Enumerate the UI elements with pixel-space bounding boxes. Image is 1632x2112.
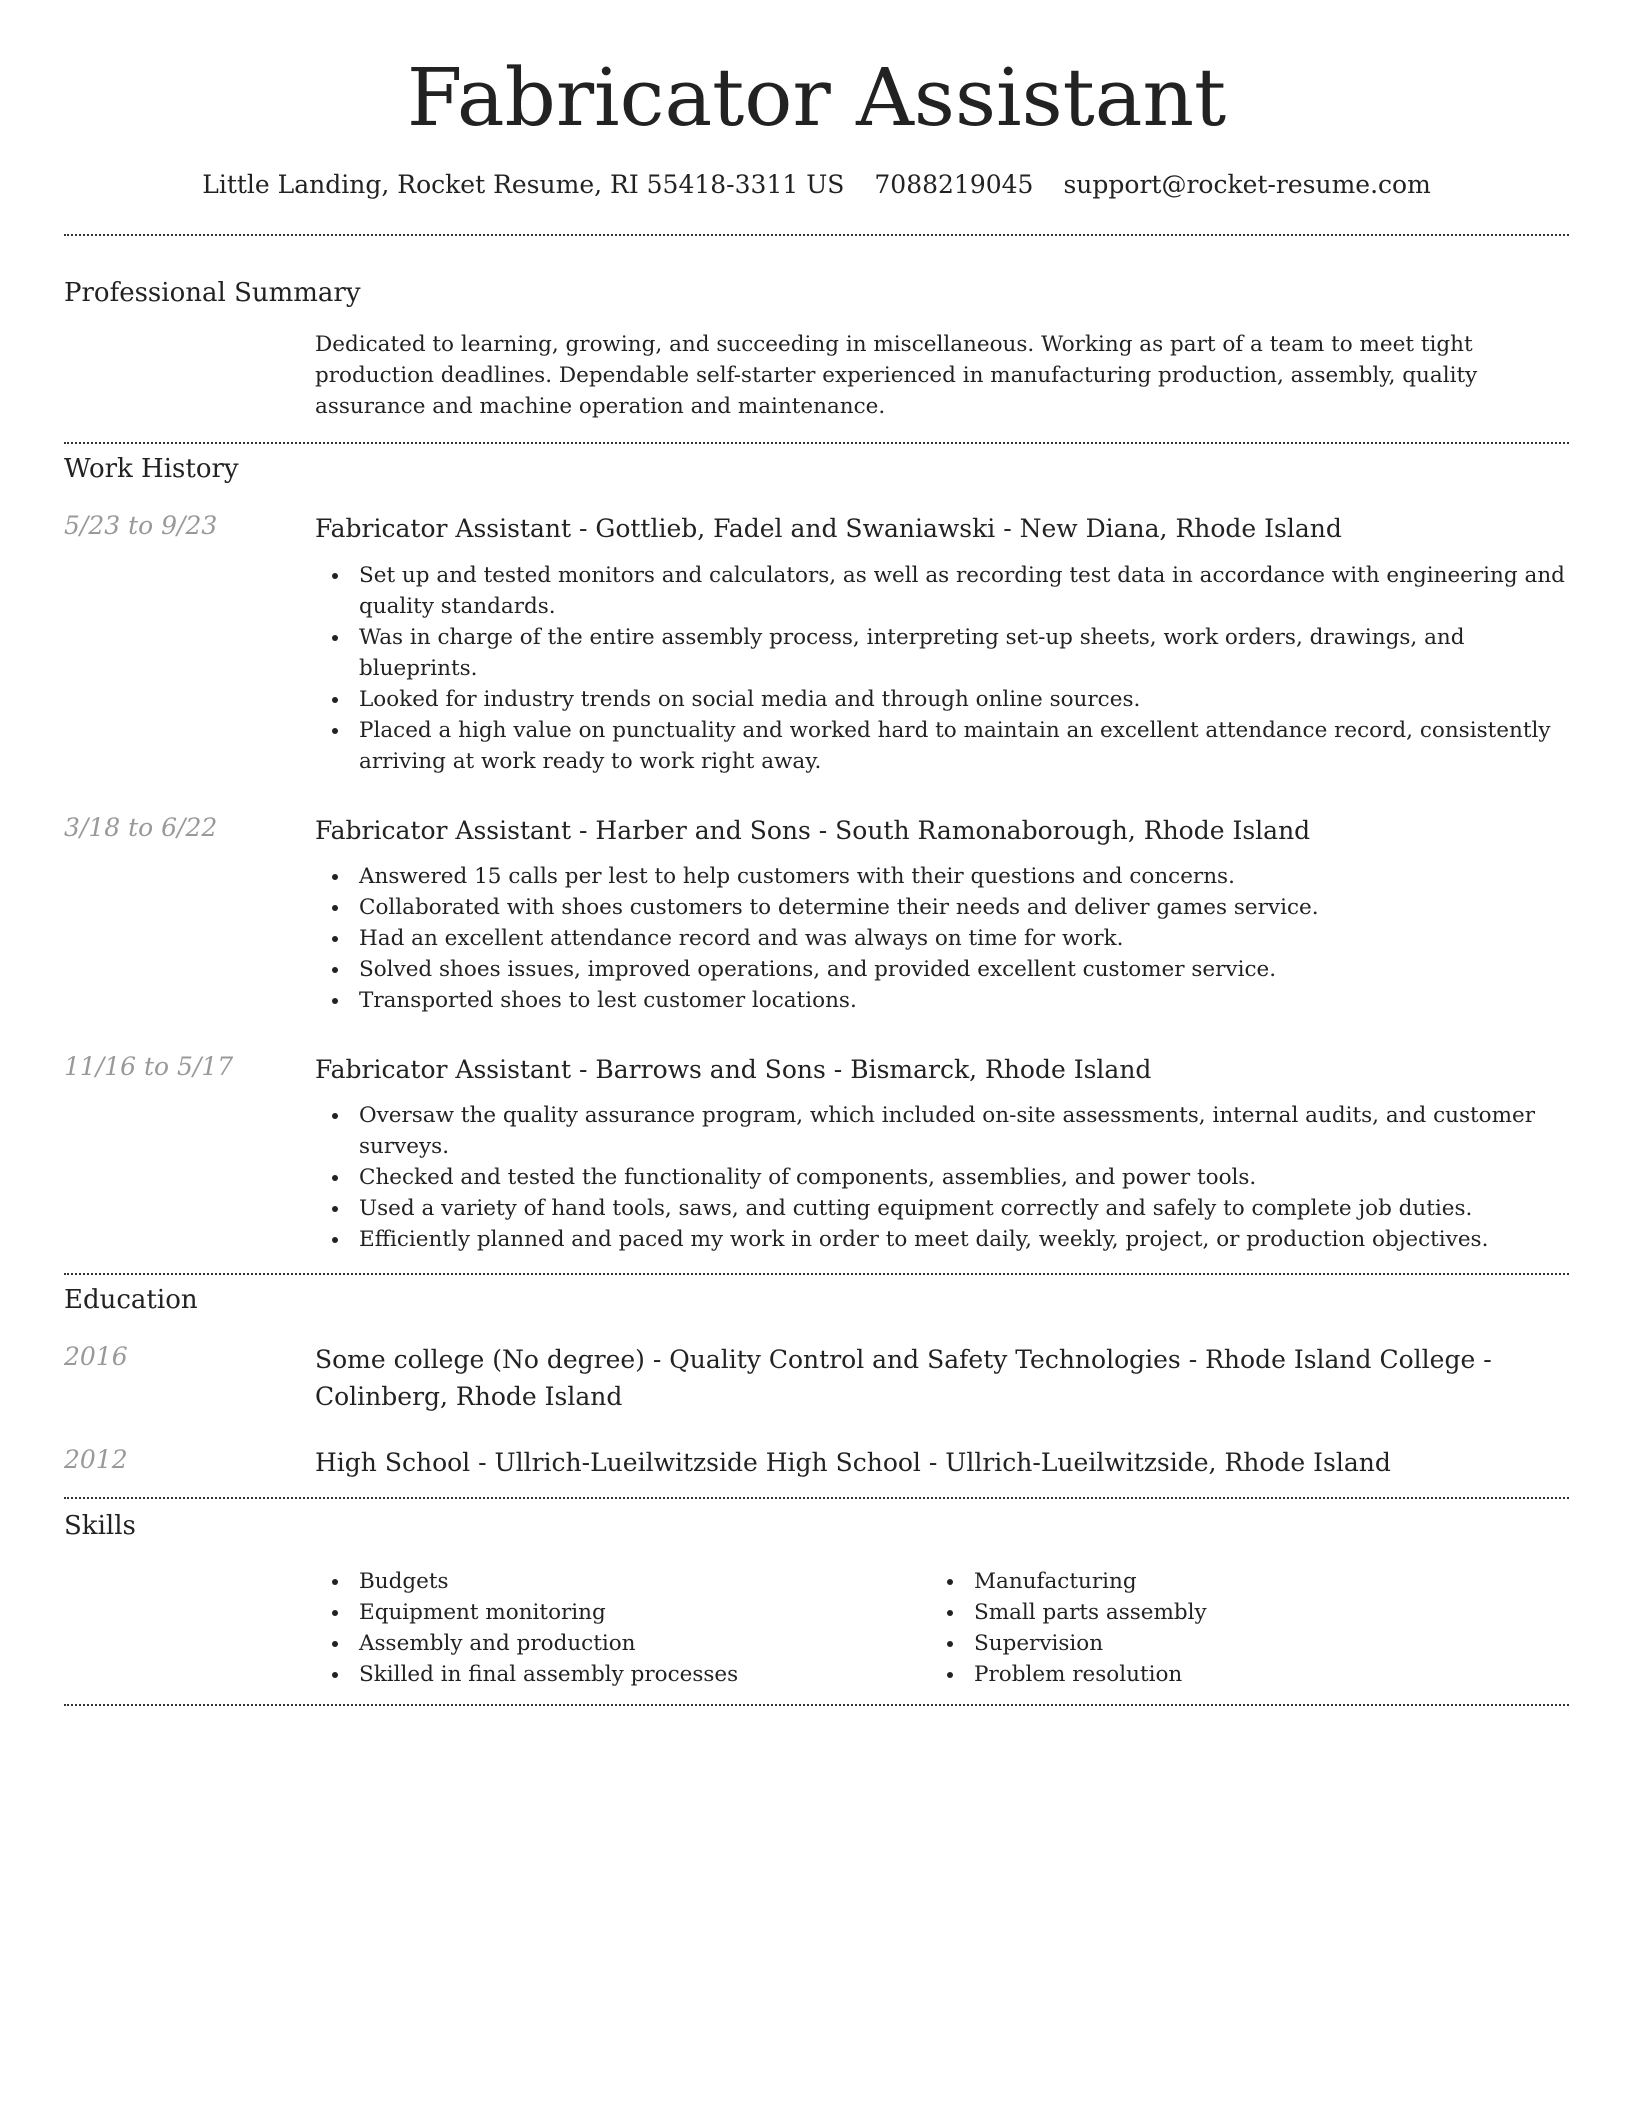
job-heading xyxy=(315,1052,1569,1088)
list-item: Oversaw the quality assurance program, which included on-site assessments, internal audits, and customer surveys. xyxy=(315,1100,1569,1162)
skill-item: Supervision xyxy=(930,1628,1545,1659)
skill-item: Budgets xyxy=(315,1566,930,1597)
job-entry xyxy=(64,1052,1569,1255)
list-item: Set up and tested monitors and calculators, as well as recording test data in accordance with engineering and quality standards. xyxy=(315,560,1569,622)
list-item: Had an excellent attendance record and was always on time for work. xyxy=(315,923,1569,954)
job-entry xyxy=(64,813,1569,1016)
skill-item: Manufacturing xyxy=(930,1566,1545,1597)
skills-row xyxy=(64,1554,1569,1690)
job-bullets xyxy=(315,560,1569,777)
list-item: Transported shoes to lest customer locations. xyxy=(315,985,1569,1016)
list-item: Solved shoes issues, improved operations, and provided excellent customer service. xyxy=(315,954,1569,985)
skill-item: Equipment monitoring xyxy=(315,1597,930,1628)
section-title-summary: Professional Summary xyxy=(64,278,361,308)
education-heading xyxy=(315,1342,1569,1415)
education-details: - Rhode Island College - Colinberg, Rhode Island xyxy=(315,1345,1492,1411)
list-item: Looked for industry trends on social media and through online sources. xyxy=(315,684,1569,715)
divider xyxy=(64,1497,1569,1499)
list-item: Placed a high value on punctuality and worked hard to maintain an excellent attendance record, consistently arriving at work ready to work right away. xyxy=(315,715,1569,777)
job-heading xyxy=(315,813,1569,849)
contact-address: Little Landing, Rocket Resume, RI 55418-3311 US xyxy=(202,170,845,199)
skills-list-right xyxy=(930,1566,1545,1690)
section-title-work-history: Work History xyxy=(64,454,239,485)
job-details: - Barrows and Sons - Bismarck, Rhode Island xyxy=(571,1054,1152,1084)
job-details: - Gottlieb, Fadel and Swaniawski - New Diana, Rhode Island xyxy=(571,514,1342,544)
job-entry xyxy=(64,511,1569,776)
section-title-skills: Skills xyxy=(64,1511,136,1542)
job-role: Fabricator Assistant xyxy=(315,1054,572,1084)
contact-phone: 7088219045 xyxy=(874,170,1034,199)
divider xyxy=(64,1704,1569,1706)
education-entry xyxy=(64,1445,1569,1481)
job-bullets xyxy=(315,1100,1569,1255)
list-item: Answered 15 calls per lest to help customers with their questions and concerns. xyxy=(315,861,1569,892)
education-degree: High School xyxy=(315,1447,471,1477)
job-dates: 11/16 to 5/17 xyxy=(64,1051,234,1081)
job-role: Fabricator Assistant xyxy=(315,514,572,544)
education-year: 2012 xyxy=(64,1444,128,1474)
list-item: Collaborated with shoes customers to determine their needs and deliver games service. xyxy=(315,892,1569,923)
education-details: - Ullrich-Lueilwitzside High School - Ullrich-Lueilwitzside, Rhode Island xyxy=(470,1447,1391,1477)
education-entry xyxy=(64,1342,1569,1415)
section-title-education: Education xyxy=(64,1285,198,1316)
contact-line xyxy=(64,170,1569,200)
list-item: Efficiently planned and paced my work in order to meet daily, weekly, project, or production objectives. xyxy=(315,1224,1569,1255)
job-details: - Harber and Sons - South Ramonaborough, Rhode Island xyxy=(571,815,1311,845)
skills-list-left xyxy=(315,1566,930,1690)
resume-page xyxy=(64,0,1569,1706)
summary-row xyxy=(64,329,1569,422)
education-heading xyxy=(315,1445,1569,1481)
job-dates: 5/23 to 9/23 xyxy=(64,511,218,541)
job-heading xyxy=(315,511,1569,547)
job-role: Fabricator Assistant xyxy=(315,815,572,845)
divider xyxy=(64,234,1569,236)
skill-item: Assembly and production xyxy=(315,1628,930,1659)
education-year: 2016 xyxy=(64,1342,128,1372)
summary-text: Dedicated to learning, growing, and succeeding in miscellaneous. Working as part of a team to meet tight production deadlines. Dependable self-starter experienced in manufacturing production, assembly, quality assurance and machine operation and maintenance. xyxy=(315,332,1478,420)
skill-item: Problem resolution xyxy=(930,1659,1545,1690)
divider xyxy=(64,1273,1569,1275)
job-dates: 3/18 to 6/22 xyxy=(64,812,218,842)
skill-item: Small parts assembly xyxy=(930,1597,1545,1628)
list-item: Was in charge of the entire assembly process, interpreting set-up sheets, work orders, drawings, and blueprints. xyxy=(315,622,1569,684)
contact-email: support@rocket-resume.com xyxy=(1063,170,1431,199)
candidate-name: Fabricator Assistant xyxy=(406,51,1227,144)
skill-item: Skilled in final assembly processes xyxy=(315,1659,930,1690)
job-bullets xyxy=(315,861,1569,1016)
list-item: Used a variety of hand tools, saws, and cutting equipment correctly and safely to complete job duties. xyxy=(315,1193,1569,1224)
education-degree: Some college (No degree) - Quality Control and Safety Technologies xyxy=(315,1345,1181,1375)
divider xyxy=(64,442,1569,444)
list-item: Checked and tested the functionality of components, assemblies, and power tools. xyxy=(315,1162,1569,1193)
